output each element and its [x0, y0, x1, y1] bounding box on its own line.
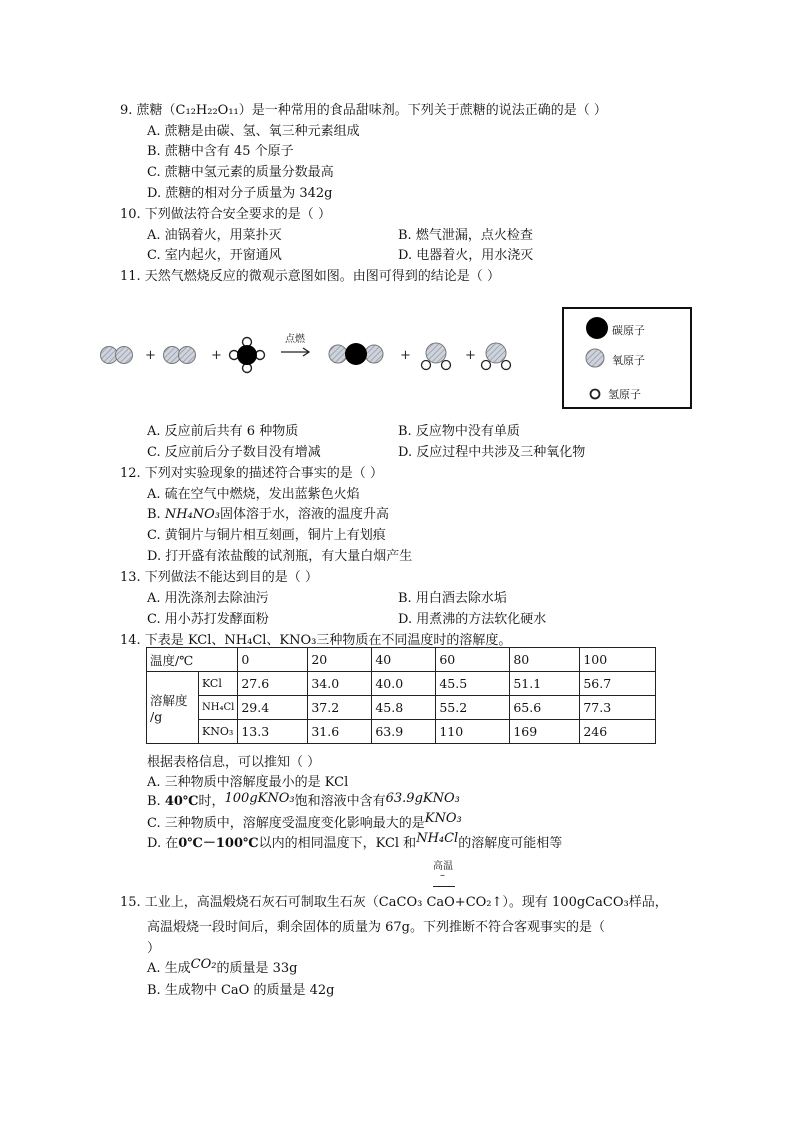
table-cell: 100: [580, 648, 656, 672]
q15-equals-line: [433, 886, 455, 887]
q13-option-a: A. 用洗涤剂去除油污: [147, 591, 269, 606]
row-name: KNO₃: [199, 720, 238, 744]
q15-option-a: [147, 957, 297, 976]
q9-stem: 9. 蔗糖（C₁₂H₂₂O₁₁）是一种常用的食品甜味剂。下列关于蔗糖的说法正确的是（ ）: [120, 103, 607, 118]
q14-option-b: [147, 790, 460, 809]
legend-carbon: 碳原子: [612, 324, 645, 337]
q13-stem: 13. 下列做法不能达到目的是（ ）: [120, 570, 318, 585]
reaction-arrow: [281, 332, 309, 356]
atom-legend: [562, 307, 692, 409]
q14-option-b-formula1: 100gKNO₃: [224, 791, 295, 806]
table-cell: 80: [510, 648, 580, 672]
reaction-condition: 点燃: [285, 334, 305, 345]
table-row: [147, 648, 656, 672]
table-cell: 246: [580, 720, 656, 744]
q10-option-a: A. 油锅着火，用菜扑灭: [147, 228, 282, 243]
q14-stem: 14. 下表是 KCl、NH₄Cl、KNO₃三种物质在不同温度时的溶解度。: [120, 633, 512, 648]
svg-text:+: +: [465, 348, 476, 363]
q12-option-a: A. 硫在空气中燃烧，发出蓝紫色火焰: [147, 487, 360, 502]
table-cell: 45.5: [436, 672, 510, 696]
q14-option-b-temp: 40℃: [164, 794, 199, 809]
row-name: NH₄Cl: [199, 696, 238, 720]
q14-option-b-mid2: 饱和溶液中含有: [294, 794, 386, 809]
q12-option-c: C. 黄铜片与铜片相互刻画，铜片上有划痕: [147, 528, 386, 543]
q14-option-b-mid1: 时，: [198, 794, 225, 809]
table-cell: 0: [238, 648, 308, 672]
table-cell: 169: [510, 720, 580, 744]
table-cell: 56.7: [580, 672, 656, 696]
table-cell: 40.0: [372, 672, 436, 696]
q14-option-c-formula: KNO₃: [424, 811, 462, 826]
water-molecule-2: [482, 343, 511, 370]
table-cell: 110: [436, 720, 510, 744]
q12-option-b-prefix: B.: [147, 507, 165, 522]
q14-option-d-mid: 以内的相同温度下，KCl 和: [258, 836, 417, 851]
reaction-diagram: [95, 325, 535, 385]
q9-option-c: C. 蔗糖中氢元素的质量分数最高: [147, 165, 334, 180]
q15-condition: 高温: [433, 861, 453, 872]
q9-option-a: A. 蔗糖是由碳、氢、氧三种元素组成: [147, 124, 360, 139]
q14-infer: 根据表格信息，可以推知（ ）: [147, 755, 321, 770]
oxygen-molecule-2: [164, 347, 196, 364]
q10-option-d: D. 电器着火，用水浇灭: [398, 248, 534, 263]
svg-text:+: +: [145, 348, 156, 363]
row-name: KCl: [199, 672, 238, 696]
solubility-header-line1: 溶解度: [150, 693, 188, 708]
table-cell: 31.6: [308, 720, 372, 744]
table-cell: 45.8: [372, 696, 436, 720]
table-cell: 55.2: [436, 696, 510, 720]
methane-molecule: [230, 338, 265, 373]
table-row: [147, 720, 656, 744]
q15-option-a-formula: CO₂: [190, 957, 217, 972]
q14-option-d-range: 0℃－100℃: [178, 836, 259, 851]
q14-option-a: A. 三种物质中溶解度最小的是 KCl: [147, 775, 349, 790]
table-cell: 13.3: [238, 720, 308, 744]
q10-option-c: C. 室内起火，开窗通风: [147, 248, 282, 263]
q12-stem: 12. 下列对实验现象的描述符合事实的是（ ）: [120, 466, 383, 481]
carbon-dioxide-molecule: [329, 343, 383, 365]
temp-header: 温度/℃: [147, 648, 238, 672]
solubility-table: [146, 647, 656, 744]
q12-option-d: D. 打开盛有浓盐酸的试剂瓶，有大量白烟产生: [147, 549, 413, 564]
water-molecule-1: [422, 343, 451, 370]
hydrogen-atom-icon: [591, 390, 600, 399]
solubility-header: [147, 672, 199, 744]
q12-option-b-text: 固体溶于水，溶液的温度升高: [220, 507, 390, 522]
table-row: [147, 672, 656, 696]
q15-stem-line1: 15. 工业上，高温煅烧石灰石可制取生石灰（CaCO₃ CaO+CO₂↑）。现有 100gCaCO₃样品，: [120, 895, 668, 910]
table-cell: 27.6: [238, 672, 308, 696]
q11-option-c: C. 反应前后分子数目没有增减: [147, 445, 321, 460]
q14-option-c: [147, 812, 462, 831]
q9-option-d: D. 蔗糖的相对分子质量为 342g: [147, 186, 333, 201]
table-cell: 60: [436, 648, 510, 672]
q14-option-d-formula: NH₄Cl: [416, 831, 459, 846]
table-cell: 63.9: [372, 720, 436, 744]
q10-stem: 10. 下列做法符合安全要求的是（ ）: [120, 207, 331, 222]
q15-option-a-prefix: A. 生成: [147, 961, 191, 976]
q14-option-d-rest: 的溶解度可能相等: [458, 836, 563, 851]
q15-option-a-rest: 的质量是 33g: [216, 961, 298, 976]
table-cell: 40: [372, 648, 436, 672]
table-cell: 20: [308, 648, 372, 672]
q11-option-a: A. 反应前后共有 6 种物质: [147, 424, 299, 439]
q12-option-b: [147, 503, 389, 522]
svg-text:+: +: [400, 348, 411, 363]
q13-option-c: C. 用小苏打发酵面粉: [147, 612, 269, 627]
q13-option-d: D. 用煮沸的方法软化硬水: [398, 612, 547, 627]
table-cell: 77.3: [580, 696, 656, 720]
q15-stem-line2: 高温煅烧一段时间后，剩余固体的质量为 67g。下列推断不符合客观事实的是（: [147, 920, 605, 935]
q9-option-b: B. 蔗糖中含有 45 个原子: [147, 144, 294, 159]
q11-option-b: B. 反应物中没有单质: [398, 424, 520, 439]
table-cell: 51.1: [510, 672, 580, 696]
q11-stem: 11. 天然气燃烧反应的微观示意图如图。由图可得到的结论是（ ）: [120, 269, 500, 284]
carbon-atom-icon: [586, 317, 608, 339]
table-cell: 65.6: [510, 696, 580, 720]
q15-condition-mark: –: [440, 870, 445, 881]
q15-stem-line3: ）: [147, 941, 161, 956]
oxygen-atom-icon: [586, 349, 604, 367]
legend-hydrogen: 氢原子: [608, 388, 641, 401]
q14-option-b-formula2: 63.9gKNO₃: [385, 791, 460, 806]
solubility-header-line2: /g: [150, 709, 163, 724]
legend-oxygen: 氧原子: [612, 354, 645, 367]
q14-option-d: [147, 832, 562, 851]
table-row: [147, 696, 656, 720]
q10-option-b: B. 燃气泄漏，点火检查: [398, 228, 533, 243]
q14-option-d-prefix: D. 在: [147, 836, 179, 851]
q11-option-d: D. 反应过程中共涉及三种氧化物: [398, 445, 586, 460]
q14-option-b-prefix: B.: [147, 794, 165, 809]
table-cell: 34.0: [308, 672, 372, 696]
q12-option-b-formula: NH₄NO₃: [164, 507, 220, 522]
svg-text:+: +: [211, 348, 222, 363]
oxygen-molecule-1: [101, 347, 133, 364]
q13-option-b: B. 用白酒去除水垢: [398, 591, 507, 606]
q15-option-b: B. 生成物中 CaO 的质量是 42g: [147, 983, 335, 998]
table-cell: 29.4: [238, 696, 308, 720]
table-cell: 37.2: [308, 696, 372, 720]
q14-option-c-text: C. 三种物质中，溶解度受温度变化影响最大的是: [147, 816, 425, 831]
